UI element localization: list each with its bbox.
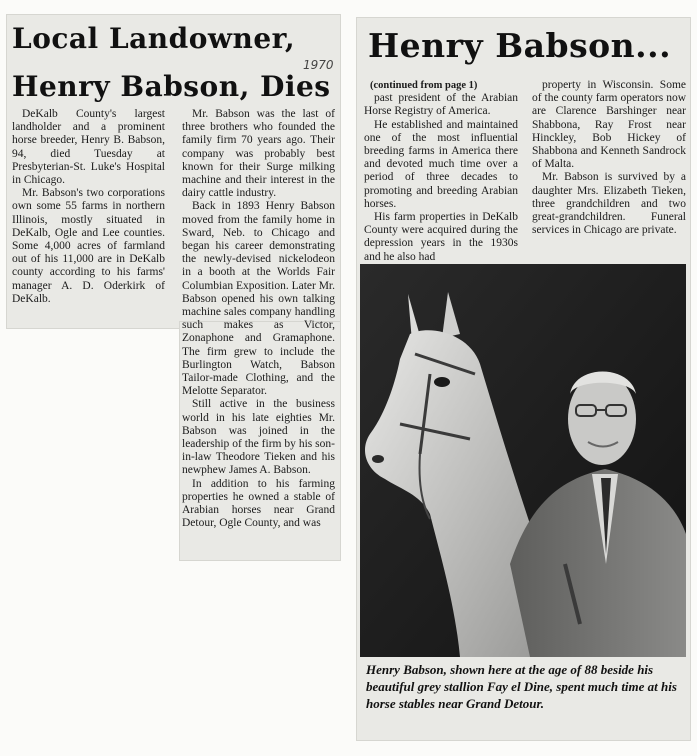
article-column-3 bbox=[364, 79, 518, 264]
continuation-headline: Henry Babson... bbox=[368, 26, 672, 65]
paragraph: property in Wisconsin. Some of the county farm operators now are Clarence Barshinger near Shabbona, Ray Frost near Hinckley, Bob Hickey of Shabbona and Kenneth Sandrock of Malta. bbox=[532, 79, 686, 171]
handwritten-year: 1970 bbox=[303, 58, 334, 72]
paragraph: Mr. Babson's two corporations own some 55 farms in northern Illinois, mostly situated in DeKalb, Ogle and Lee counties. Some 4,000 acres of farmland out of his 11,000 are in DeKalb county according to his farms' manager A. D. Oderkirk of DeKalb. bbox=[12, 187, 165, 305]
paragraph: DeKalb County's largest landholder and a prominent horse breeder, Henry B. Babson, 94, died Tuesday at Presbyterian-St. Luke's Hospital in Chicago. bbox=[12, 108, 165, 187]
article-column-4 bbox=[532, 79, 686, 237]
paragraph: He established and maintained one of the most influential breeding farms in America there and devoted much time over a period of three decades to promoting and breeding Arabian horses. bbox=[364, 118, 518, 210]
headline-line-1: Local Landowner, bbox=[12, 22, 296, 55]
paragraph: Still active in the business world in his late eighties Mr. Babson was joined in the leadership of the firm by his son-in-law Theodore Tieken and his newphew James A. Babson. bbox=[182, 398, 335, 477]
article-column-2 bbox=[182, 108, 335, 531]
photo-illustration bbox=[360, 264, 686, 657]
headline-line-2: Henry Babson, Dies bbox=[12, 70, 331, 103]
paragraph: past president of the Arabian Horse Registry of America. bbox=[364, 92, 518, 118]
photo-caption: Henry Babson, shown here at the age of 88 beside his beautiful grey stallion Fay el Dine, spent much time at his horse stables near Grand Detour. bbox=[366, 662, 677, 711]
paragraph: Back in 1893 Henry Babson moved from the family home in Sward, Neb. to Chicago and began his career demonstrating the newly-devised nickelodeon in a booth at the Worlds Fair Columbian Exposition. Later Mr. Babson opened his own talking machine sales company handling such makes as Victor, Zonaphone and Gramaphone. The firm grew to include the Burlington Watch, Babson Tailor-made Clothing, and the Melotte Separator. bbox=[182, 200, 335, 398]
article-column-1 bbox=[12, 108, 165, 306]
paragraph: Mr. Babson is survived by a daughter Mrs. Elizabeth Tieken, three grandchildren and two great-grandchildren. Funeral services in Chicago are private. bbox=[532, 171, 686, 237]
photo-babson-with-horse bbox=[360, 264, 686, 657]
paragraph: In addition to his farming properties he owned a stable of Arabian horses near Grand Detour, Ogle County, and was bbox=[182, 477, 335, 530]
continued-note: (continued from page 1) bbox=[370, 80, 478, 91]
paragraph: Mr. Babson was the last of three brothers who founded the family firm 70 years ago. Their company was probably best known for their Surge milking machine and their interest in the dairy cattle industry. bbox=[182, 108, 335, 200]
paragraph: His farm properties in DeKalb County were acquired during the depression years in the 1930s and he also had bbox=[364, 211, 518, 263]
